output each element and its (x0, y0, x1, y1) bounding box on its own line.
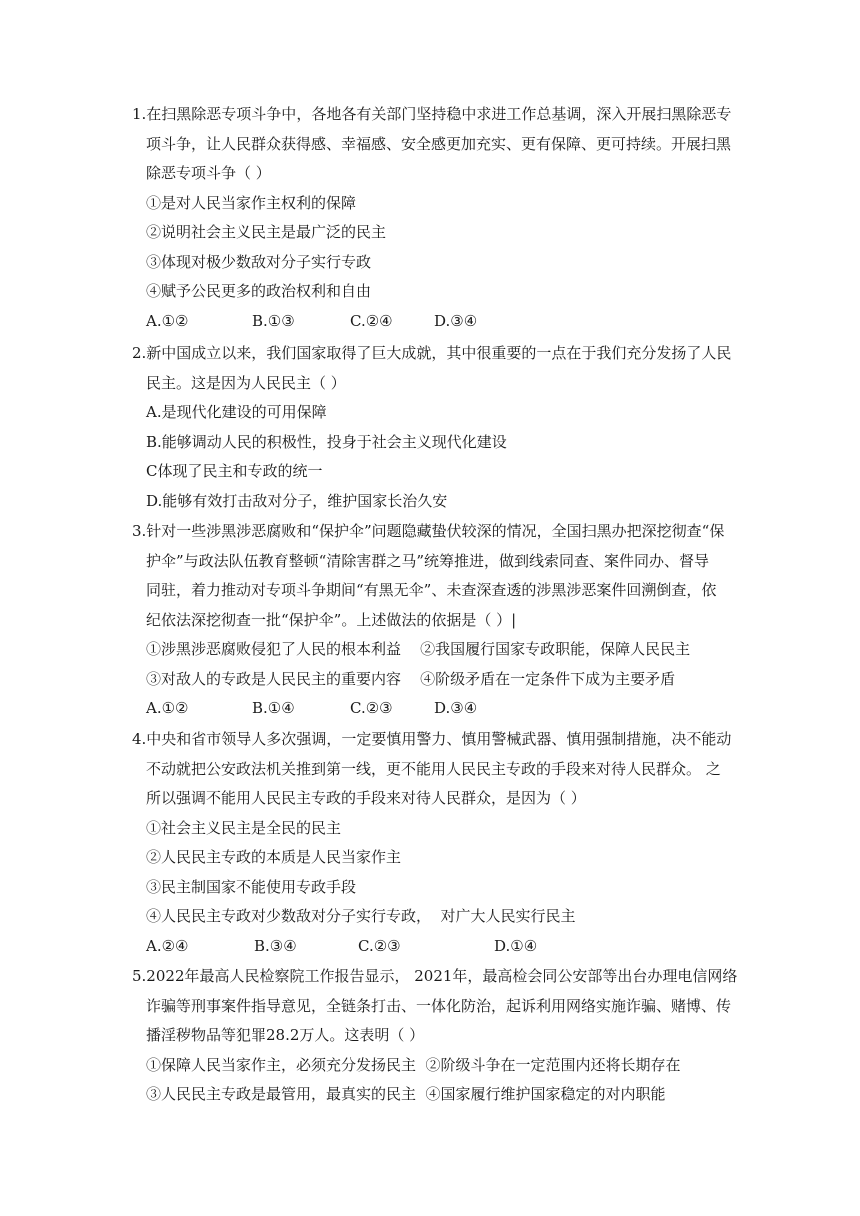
statement-item: ②说明社会主义民主是最广泛的民主 (146, 223, 387, 241)
statement-item: ④人民民主专政对少数敌对分子实行专政， 对广大人民实行民主 (146, 907, 576, 925)
choice-item: A.是现代化建设的可用保障 (146, 403, 327, 421)
statement-item: ③人民民主专政是最管用，最真实的民主 ④国家履行维护国家稳定的对内职能 (146, 1085, 666, 1103)
statement-item: ①保障人民当家作主，必须充分发扬民主 ②阶级斗争在一定范围内还将长期存在 (146, 1055, 681, 1074)
statement-item: ③对敌人的专政是人民民主的重要内容 ④阶级矛盾在一定条件下成为主要矛盾 (146, 669, 676, 688)
question-stem-line: 2.新中国成立以来，我们国家取得了巨大成就，其中很重要的一点在于我们充分发扬了人民 (132, 344, 732, 362)
question-4 (132, 725, 732, 961)
statement-item: ①社会主义民主是全民的民主 (146, 818, 342, 837)
question-stem-line: 5.2022年最高人民检察院工作报告显示， 2021年，最高检会同公安部等出台办理电信网络 (132, 967, 738, 985)
option-c: C.②③ (350, 699, 393, 717)
option-d: D.③④ (434, 311, 478, 330)
answer-options (132, 307, 732, 337)
option-a: A.①② (146, 699, 189, 717)
question-stem-line: 同驻，着力推动对专项斗争期间“有黑无伞”、未查深查透的涉黑涉恶案件回溯倒查，依 (146, 581, 717, 599)
answer-options (132, 932, 732, 962)
option-c: C.②③ (358, 936, 401, 955)
answer-options (132, 694, 732, 724)
choice-item: B.能够调动人民的积极性，投身于社会主义现代化建设 (146, 432, 507, 451)
question-stem-line: 所以强调不能用人民民主专政的手段来对待人民群众，是因为（ ） (146, 789, 586, 807)
option-b: B.③④ (254, 936, 297, 955)
question-1 (132, 100, 732, 336)
question-stem-line: 1.在扫黑除恶专项斗争中，各地各有关部门坚持稳中求进工作总基调，深入开展扫黑除恶专 (132, 105, 732, 123)
statement-item: ③体现对极少数敌对分子实行专政 (146, 252, 372, 271)
statement-item: ②人民民主专政的本质是人民当家作主 (146, 848, 402, 866)
question-stem-line: 播淫秽物品等犯罪28.2万人。这表明（ ） (146, 1026, 425, 1044)
option-d: D.③④ (434, 699, 478, 717)
question-stem-line: 不动就把公安政法机关推到第一线，更不能用人民民主专政的手段来对待人民群众。 之 (146, 759, 721, 778)
statement-item: ①涉黑涉恶腐败侵犯了人民的根本利益 ②我国履行国家专政职能，保障人民民主 (146, 640, 691, 658)
question-stem-line: 护伞”与政法队伍教育整顿“清除害群之马”统筹推进，做到线索同查、案件同办、督导 (146, 551, 710, 570)
statement-item: ①是对人民当家作主权利的保障 (146, 193, 357, 212)
option-b: B.①③ (252, 311, 295, 330)
question-stem-line: 纪依法深挖彻查一批“保护伞”。上述做法的依据是（ ）| (146, 610, 517, 629)
option-a: A.②④ (146, 936, 189, 955)
option-a: A.①② (146, 311, 189, 330)
question-stem-line: 4.中央和省市领导人多次强调，一定要慎用警力、慎用警械武器、慎用强制措施，决不能动 (132, 730, 732, 748)
question-stem-line: 项斗争，让人民群众获得感、幸福感、安全感更加充实、更有保障、更可持续。开展扫黑 (146, 134, 732, 153)
question-stem-line: 诈骗等刑事案件指导意见，全链条打击、一体化防治，起诉利用网络实施诈骗、赌博、传 (146, 996, 732, 1015)
question-5 (132, 962, 738, 1110)
option-b: B.①④ (252, 699, 295, 717)
question-3 (132, 517, 732, 724)
statement-item: ④赋予公民更多的政治权利和自由 (146, 282, 372, 300)
choice-item: D.能够有效打击敌对分子，维护国家长治久安 (146, 491, 448, 510)
option-c: C.②④ (350, 311, 393, 330)
statement-item: ③民主制国家不能使用专政手段 (146, 877, 357, 896)
choice-item: C体现了民主和专政的统一 (146, 462, 323, 480)
question-2 (132, 339, 732, 516)
question-stem-line: 民主。这是因为人民民主（ ） (146, 373, 346, 392)
question-stem-line: 除恶专项斗争（ ） (146, 164, 271, 182)
option-d: D.①④ (494, 936, 538, 955)
question-stem-line: 3.针对一些涉黑涉恶腐败和“保护伞”问题隐藏蛰伏较深的情况，全国扫黑办把深挖彻查“保 (132, 522, 725, 540)
